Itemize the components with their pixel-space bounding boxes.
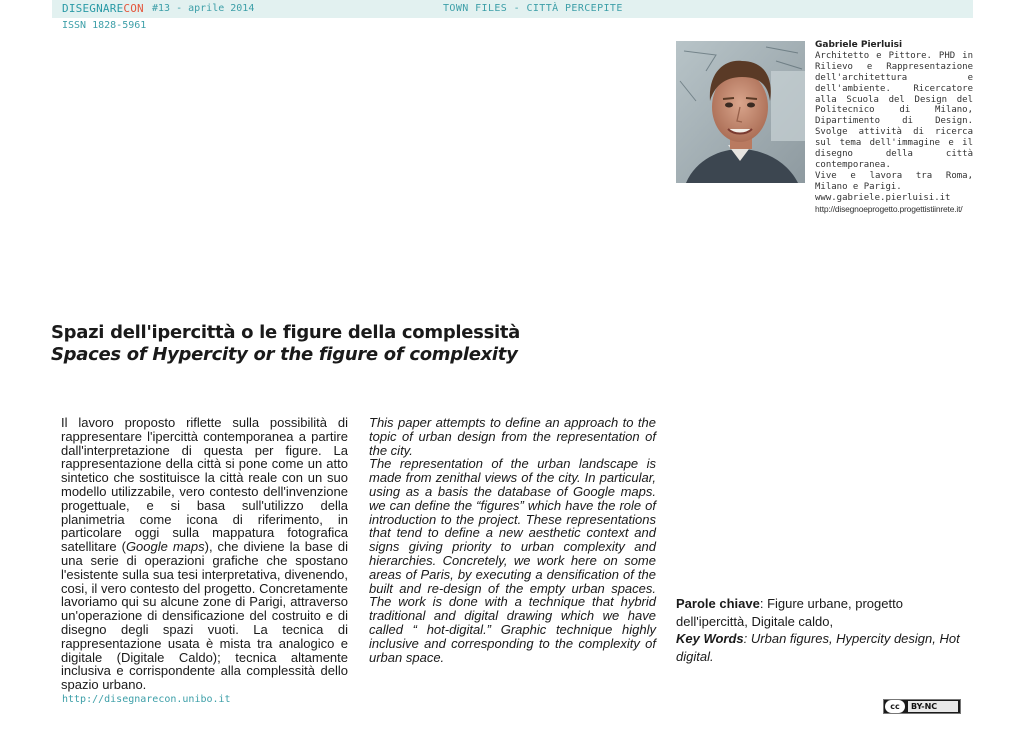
keywords-italian-values: Figure urbane, progetto dell'ipercittà, Digitale caldo, bbox=[676, 596, 903, 629]
cc-license-badge[interactable] bbox=[883, 699, 961, 714]
author-website-link[interactable]: www.gabriele.pierluisi.it bbox=[815, 192, 951, 203]
license-label: BY-NC bbox=[908, 701, 958, 712]
keywords-block bbox=[676, 595, 966, 665]
cc-logo-icon: cc bbox=[885, 700, 905, 713]
keywords-english-label: Key Words bbox=[676, 631, 744, 646]
keywords-english: Key Words: Urban figures, Hypercity design, Hot digital. bbox=[676, 631, 960, 664]
abstract-english bbox=[369, 416, 656, 664]
google-maps-term: Google maps bbox=[125, 539, 205, 555]
section-title: TOWN FILES - CITTÀ PERCEPITE bbox=[443, 3, 623, 14]
footer-journal-link[interactable]: http://disegnarecon.unibo.it bbox=[62, 694, 231, 705]
abstract-english-paragraph-1: This paper attempts to define an approach to the topic of urban design from the representation of the city. bbox=[369, 415, 656, 458]
brand-part-disegnare: DISEGNARE bbox=[62, 2, 124, 15]
issn-number: ISSN 1828-5961 bbox=[62, 20, 147, 31]
author-residence: Vive e lavora tra Roma, Milano e Parigi. bbox=[815, 170, 973, 192]
keywords-italian: Parole chiave: Figure urbane, progetto dell'ipercittà, Digitale caldo, bbox=[676, 596, 903, 629]
article-title-english: Spaces of Hypercity or the figure of complexity bbox=[51, 344, 518, 365]
author-portrait-icon bbox=[676, 41, 805, 183]
author-blog-link[interactable]: http://disegnoeprogetto.progettistiinrete.it/ bbox=[815, 203, 963, 214]
author-bio bbox=[815, 40, 973, 215]
keywords-english-values: Urban figures, Hypercity design, Hot digital. bbox=[676, 631, 960, 664]
abstract-italian-paragraph bbox=[61, 416, 348, 692]
author-bio-text: Architetto e Pittore. PHD in Rilievo e Rappresentazione dell'architettura e dell'ambiente. Ricercatore alla Scuola del Design del Politecnico di Milano, Dipartimento di Design. Svolge attività di ricerca sul tema dell'immagine e il disegno della città contemporanea. bbox=[815, 50, 973, 170]
abstract-english-paragraph-2: The representation of the urban landscape is made from zenithal views of the city. In particular, using as a basis the database of Google maps. we can define the “figures” which have the role of introduction to the project. These representations that tend to define a new aesthetic context and signs giving priority to urban complexity and hierarchies. Concretely, we work here on some areas of Paris, by executing a densification of the built and re-design of the empty urban spaces. The work is done with a technique that hybrid traditional and digital drawing which we have called “ hot-digital.” Graphic technique highly inclusive and corresponding to the complexity of urban space. bbox=[369, 456, 656, 665]
abstract-italian-part2: ), che diviene la base di una serie di operazioni grafiche che spostano l'esistente sulla sua tesi interpretativa, divenendo, cosi, il vero contesto del progetto. Concretamente lavoriamo qui su alcune zone di Parigi, attraverso un'operazione di densificazione del costruito e di disegno degli spazi vuoti. La tecnica di rappresentazione usata è mista tra analogico e digitale (Digitale Caldo); tecnica altamente inclusiva e corrispondente alla complessità dello spazio urbano. bbox=[61, 539, 348, 693]
keywords-italian-label: Parole chiave bbox=[676, 596, 760, 611]
author-name: Gabriele Pierluisi bbox=[815, 40, 903, 50]
brand-part-con: CON bbox=[123, 2, 144, 15]
article-title-italian: Spazi dell'ipercittà o le figure della complessità bbox=[51, 322, 521, 343]
abstract-italian-part1: Il lavoro proposto riflette sulla possibilità di rappresentare l'ipercittà contemporanea a partire dall'interpretazione di questa per figure. La rappresentazione della città si pone come un atto sintetico che sostituisce la città reale con un suo modello utilizzabile, vero contesto dell'invenzione progettuale, e si basa sull'utilizzo della planimetria come icona di riferimento, in particolare oggi sulla mappatura fotografica satellitare ( bbox=[61, 415, 348, 555]
issue-number: #13 - aprile 2014 bbox=[152, 3, 255, 14]
abstract-italian bbox=[61, 416, 348, 692]
journal-brand[interactable] bbox=[62, 2, 144, 15]
